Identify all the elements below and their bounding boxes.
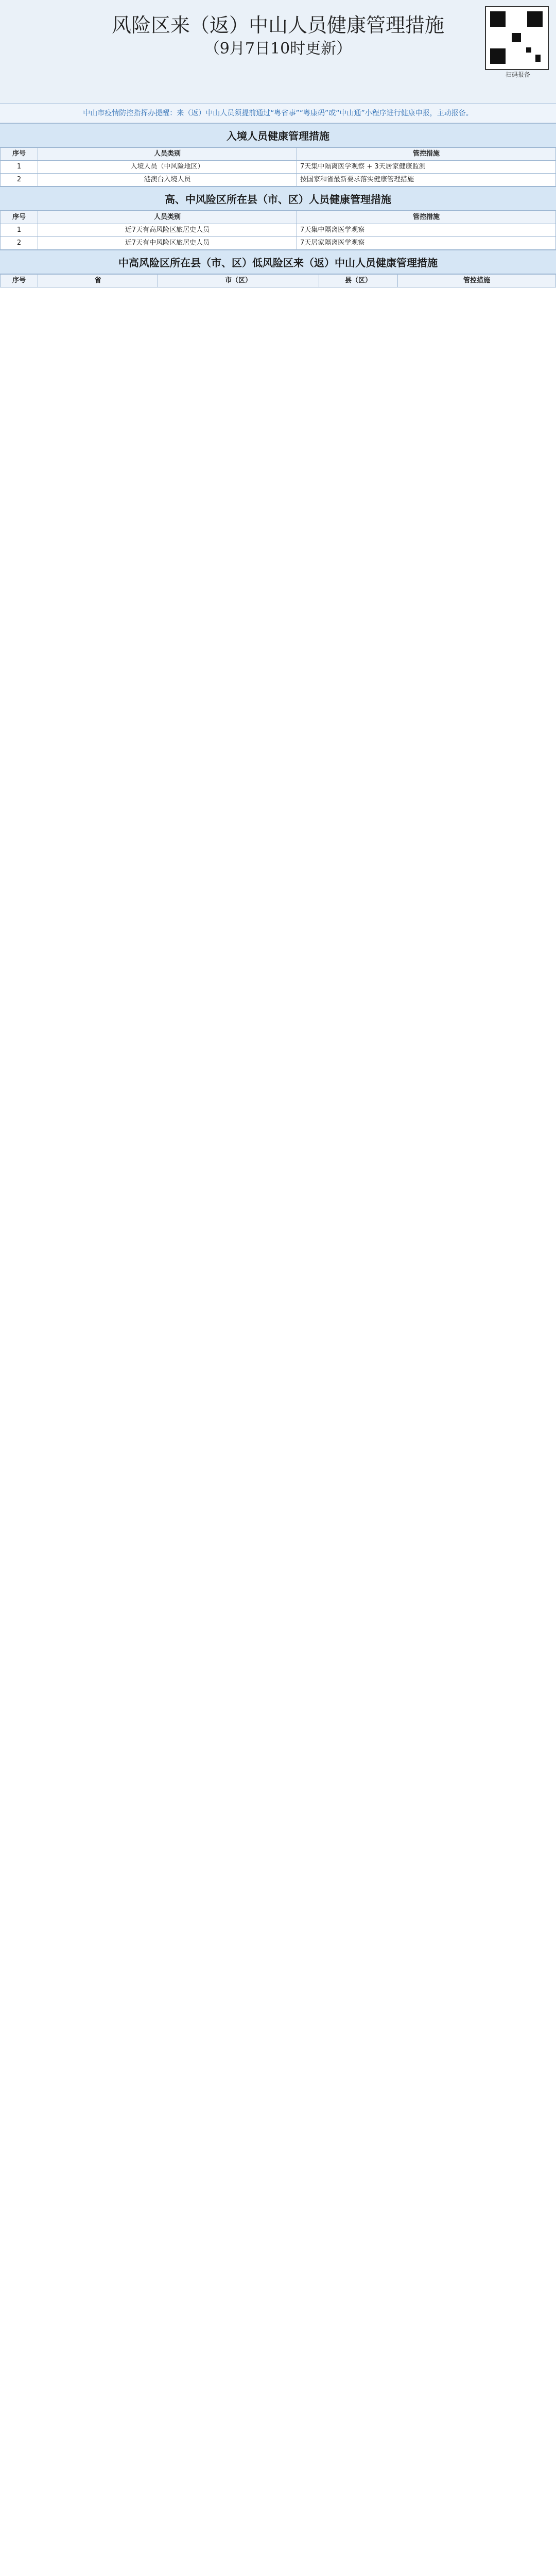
th-no: 序号 xyxy=(1,148,38,161)
th-category: 人员类别 xyxy=(38,148,297,161)
table-row xyxy=(1,224,556,237)
header xyxy=(0,0,556,104)
cell-measure: 按国家和省最新要求落实健康管理措施 xyxy=(297,174,556,187)
inbound-section-title: 入境人员健康管理措施 xyxy=(0,123,556,147)
page-subtitle: （9月7日10时更新） xyxy=(204,40,352,58)
low-risk-section-title: 中高风险区所在县（市、区）低风险区来（返）中山人员健康管理措施 xyxy=(0,250,556,274)
qr-label: 扫码报备 xyxy=(505,71,530,78)
th-measure: 管控措施 xyxy=(297,211,556,224)
cell-measure: 7天集中隔离医学观察 xyxy=(297,224,556,237)
th-area: 县（区） xyxy=(319,275,398,287)
cell-no: 1 xyxy=(1,161,38,174)
cell-category: 近7天有高风险区旅居史人员 xyxy=(38,224,297,237)
th-measure: 管控措施 xyxy=(297,148,556,161)
notice-text: 中山市疫情防控指挥办提醒：来（返）中山人员须提前通过“粤省事”“粤康码”或“中山通”小程序进行健康申报，主动报备。 xyxy=(0,104,556,123)
cell-no: 1 xyxy=(1,224,38,237)
qr-code-icon[interactable] xyxy=(485,6,549,70)
cell-category: 港澳台入境人员 xyxy=(38,174,297,187)
high-mid-section-title: 高、中风险区所在县（市、区）人员健康管理措施 xyxy=(0,187,556,211)
table-row xyxy=(1,174,556,187)
inbound-table xyxy=(0,147,556,187)
table-row xyxy=(1,237,556,250)
high-mid-table xyxy=(0,211,556,250)
cell-no: 2 xyxy=(1,174,38,187)
cell-measure: 7天集中隔离医学观察 + 3天居家健康监测 xyxy=(297,161,556,174)
page-title: 风险区来（返）中山人员健康管理措施 xyxy=(111,14,444,37)
cell-category: 入境人员（中风险地区） xyxy=(38,161,297,174)
cell-no: 2 xyxy=(1,237,38,250)
th-category: 人员类别 xyxy=(38,211,297,224)
th-city: 市（区） xyxy=(158,275,319,287)
region-table xyxy=(0,274,556,287)
table-row xyxy=(1,161,556,174)
cell-measure: 7天居家隔离医学观察 xyxy=(297,237,556,250)
th-measure: 管控措施 xyxy=(398,275,556,287)
region-table-block xyxy=(0,274,556,2576)
th-no: 序号 xyxy=(1,275,38,287)
th-province: 省 xyxy=(38,275,158,287)
cell-category: 近7天有中风险区旅居史人员 xyxy=(38,237,297,250)
th-no: 序号 xyxy=(1,211,38,224)
